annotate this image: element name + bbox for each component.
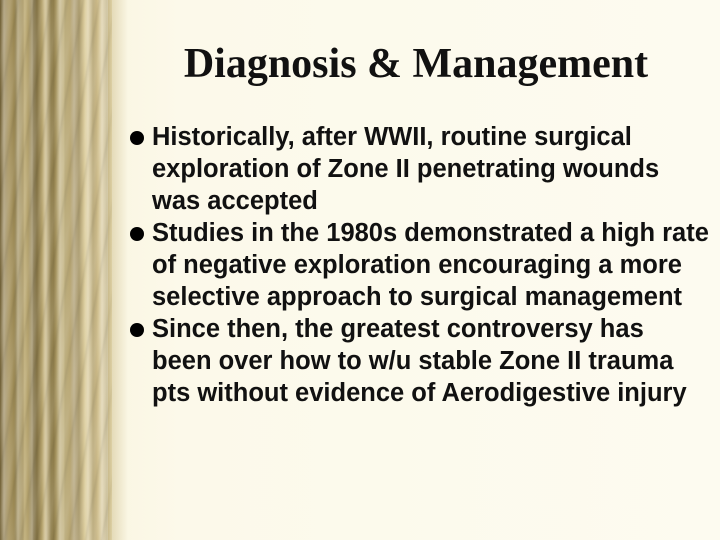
bullet-item <box>130 217 710 313</box>
decorative-gold-border <box>0 0 112 540</box>
bullet-text: Studies in the 1980s demonstrated a high rate of negative exploration encouraging a more selective approach to surgical management <box>152 219 709 311</box>
slide-title: Diagnosis & Management <box>183 41 649 87</box>
bullet-dot-icon <box>130 131 144 145</box>
bullet-list <box>130 121 710 409</box>
bullet-dot-icon <box>130 227 144 241</box>
bullet-dot-icon <box>130 323 144 337</box>
bullet-text: Historically, after WWII, routine surgical exploration of Zone II penetrating wounds was accepted <box>152 123 660 215</box>
bullet-item <box>130 121 710 217</box>
bullet-item <box>130 313 710 409</box>
bullet-text: Since then, the greatest controversy has been over how to w/u stable Zone II trauma pts without evidence of Aerodigestive injury <box>152 315 687 407</box>
